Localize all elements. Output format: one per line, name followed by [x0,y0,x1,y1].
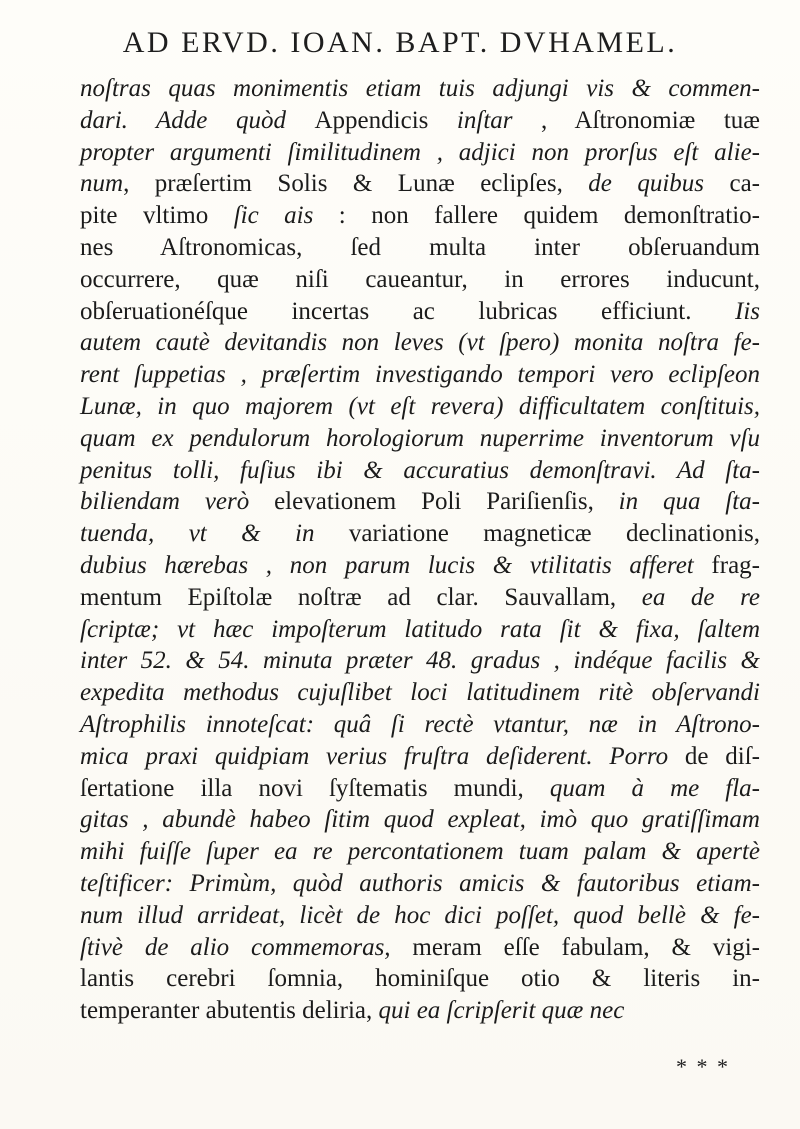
text-segment: rent ſuppetias , præſertim investigando tempori vero eclipſeon [80,361,760,389]
text-segment: de quibus [588,170,705,198]
text-segment: elevationem Poli Pariſienſis, [274,488,619,516]
text-line [80,518,760,550]
text-segment: num [80,170,124,198]
text-segment: ca- [704,170,760,198]
text-line [80,296,760,328]
text-segment: mentum Epiſtolæ noſtræ ad clar. Sauvallam, [80,583,642,611]
text-segment: inter 52. & 54. minuta præter 48. gradus , indéque facilis & [80,647,760,675]
text-segment: qui ea ſcripſerit quæ nec [378,997,625,1025]
text-line [80,995,760,1027]
text-segment: dubius hærebas , non parum lucis & vtilitatis afferet [80,551,712,579]
text-segment: quam à me fla- [549,774,761,802]
text-segment: occurrere, quæ niſi caueantur, in errores inducunt, [80,265,760,293]
text-segment: Lunæ, in quo majorem (vt eſt revera) difficultatem conſtituis, [80,392,760,420]
text-line [80,168,760,200]
text-segment: ea de re [641,583,760,611]
text-segment: tuenda, vt & in [80,520,349,548]
text-line [80,645,760,677]
text-segment: teſtificer: Primùm, quòd authoris amicis & fautoribus etiam- [80,869,760,897]
text-line [80,932,760,964]
text-segment: dari. Adde quòd [80,106,315,134]
text-line [80,900,760,932]
text-line [80,741,760,773]
text-segment: noſtras quas monimentis etiam tuis adjungi vis & commen- [80,75,760,102]
text-segment: lantis cerebri ſomnia, hominiſque otio & literis in- [80,965,760,993]
text-line [80,137,760,169]
text-segment: , præſertim Solis & Lunæ eclipſes, [123,170,589,198]
text-segment: autem cautè devitandis non leves (vt ſpero) monita noſtra fe- [80,329,760,357]
text-line [80,804,760,836]
text-segment: Iis [735,297,760,325]
text-line [80,709,760,741]
text-segment: biliendam verò [80,488,275,516]
text-line [80,550,760,582]
text-segment: expedita methodus cujuſlibet loci latitudinem ritè obſervandi [80,679,760,707]
text-segment: ſertatione illa novi ſyſtematis mundi, [80,774,550,802]
text-segment: gitas , abundè habeo ſitim quod expleat, imò quo gratiſſimam [80,806,760,834]
text-segment: quam ex pendulorum horologiorum nuperrime inventorum vſu [80,424,760,452]
text-line [80,677,760,709]
text-line [80,232,760,264]
text-segment: Appendicis [314,106,457,134]
text-segment: propter argumenti ſimilitudinem , adjici non prorſus eſt alie- [80,138,760,166]
text-line [80,836,760,868]
text-segment: mica praxi quidpiam verius fruſtra deſiderent. Porro [80,742,685,770]
catchword: * * * [676,1054,730,1079]
text-line [80,264,760,296]
text-line [80,200,760,232]
text-line [80,868,760,900]
text-line [80,582,760,614]
text-line [80,455,760,487]
text-segment: ſic ais [233,202,314,230]
text-segment: num illud arrideat, licèt de hoc dici poſſet, quod bellè & fe- [80,901,760,929]
text-line [80,73,760,105]
text-segment: ſtivè de alio commemoras, [80,933,413,961]
text-line [80,327,760,359]
text-segment: nes Aſtronomicas, ſed multa inter obſeruandum [80,233,760,261]
text-line [80,963,760,995]
text-line [80,614,760,646]
text-segment: de diſ- [684,742,760,770]
text-segment: meram eſſe fabulam, & vigi- [412,933,760,961]
text-line [80,486,760,518]
text-segment: in qua ſta- [618,488,760,516]
text-line [80,391,760,423]
text-line [80,359,760,391]
text-segment: Aſtrophilis innoteſcat: quâ ſi rectè vtantur, næ in Aſtrono- [80,710,760,738]
text-segment: frag- [711,551,760,579]
text-segment: variatione magneticæ declinationis, [348,520,760,548]
text-segment: ſcriptæ; vt hæc impoſterum latitudo rata ſit & fixa, ſaltem [80,615,760,643]
text-segment: penitus tolli, fuſius ibi & accuratius demonſtravi. Ad ſta- [80,456,760,484]
text-segment: mihi fuiſſe ſuper ea re percontationem tuam palam & apertè [80,838,760,866]
text-segment: inſtar [456,106,513,134]
running-head: AD ERVD. IOAN. BAPT. DVHAMEL. [122,26,678,59]
text-segment: temperanter abutentis deliria, [80,997,379,1025]
text-segment: : non fallere quidem demonſtratio- [313,202,760,230]
text-line [80,423,760,455]
text-line [80,105,760,137]
text-line [80,773,760,805]
text-segment: , Aſtronomiæ tuæ [512,106,760,134]
body-text [80,73,760,1027]
text-segment: pite vltimo [80,202,234,230]
text-segment: obſeruationéſque incertas ac lubricas efficiunt. [80,297,735,325]
